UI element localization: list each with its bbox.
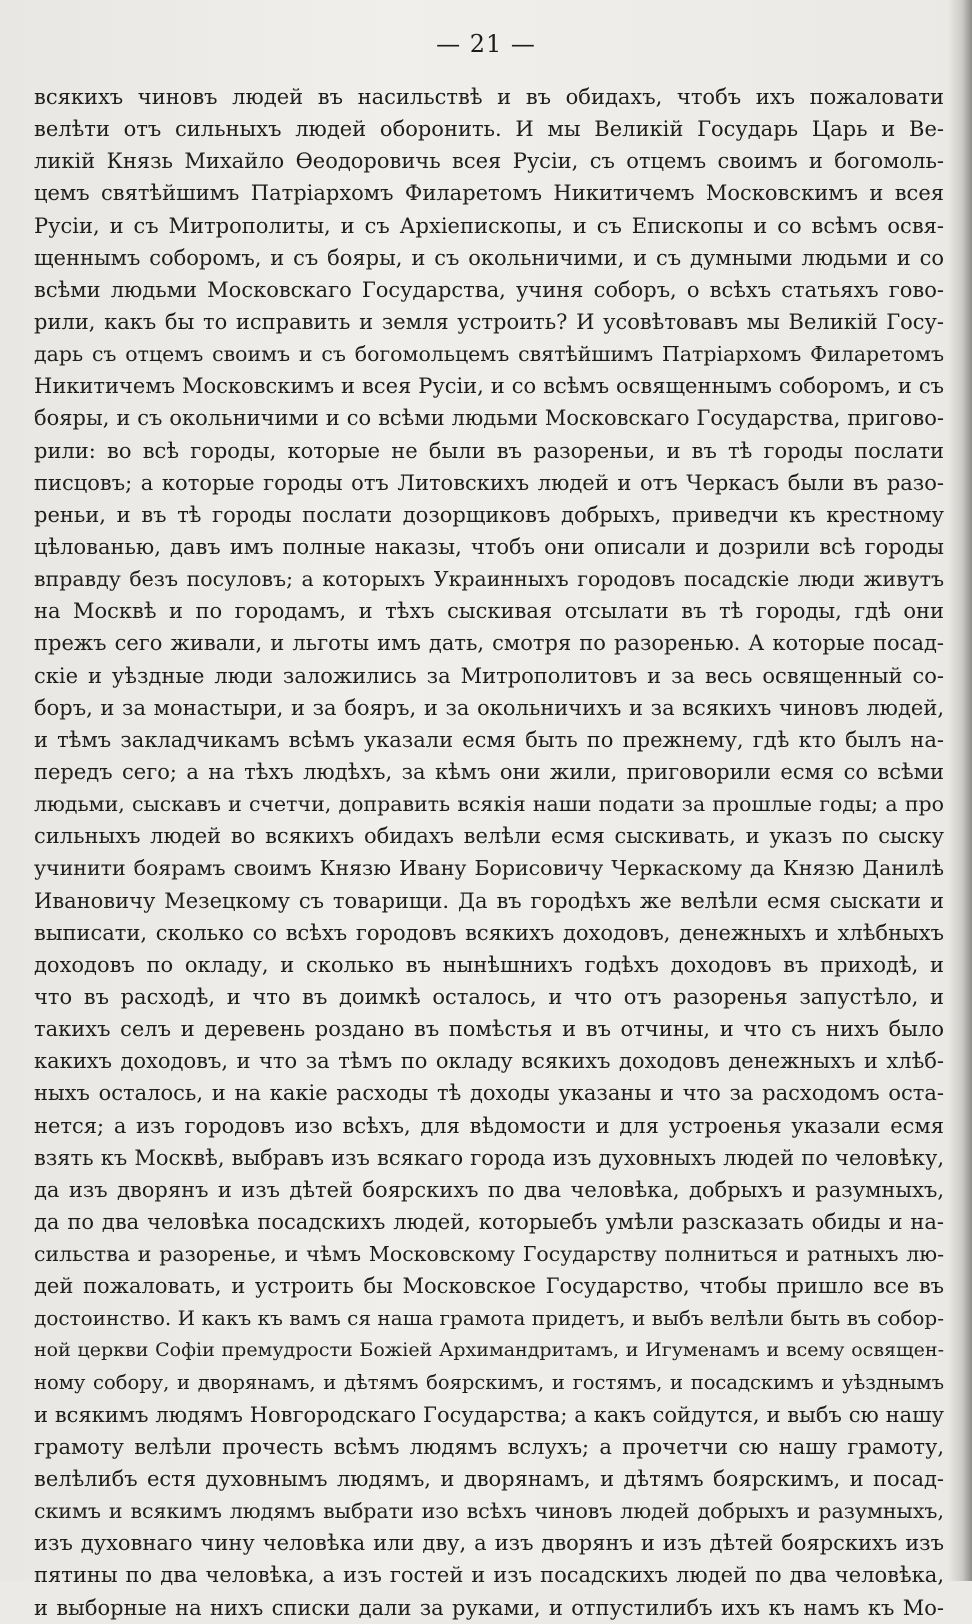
text-line: дей пожаловать, и устроить бы Московское Государство, чтобы пришло все въ	[34, 1274, 944, 1299]
text-line: скимъ и всякимъ людямъ выбрати изо всѣхъ чиновъ людей добрыхъ и разумныхъ,	[34, 1499, 944, 1524]
text-line: прежъ сего живали, и льготы имъ дать, смотря по разоренью. А которые посад-	[34, 631, 944, 656]
text-line: щеннымъ соборомъ, и съ бояры, и съ окольничими, и съ думными людьми и со	[34, 245, 944, 270]
text-line: доходовъ по окладу, и сколько въ нынѣшнихъ годѣхъ доходовъ въ приходѣ, и	[34, 952, 944, 977]
text-line: вправду безъ посуловъ; а которыхъ Украинныхъ городовъ посадскіе люди живутъ	[34, 567, 944, 592]
text-line: рили, какъ бы то исправить и земля устроить? И усовѣтовавъ мы Великій Госу-	[34, 309, 944, 334]
text-line: цѣлованью, давъ имъ полные наказы, чтобъ они описали и дозрили всѣ городы	[34, 534, 944, 559]
text-line: ликій Князь Михайло Ѳеодоровичь всея Русіи, съ отцемъ своимъ и богомоль-	[34, 149, 944, 174]
text-line: велѣти отъ сильныхъ людей оборонить. И мы Великій Государь Царь и Ве-	[34, 117, 944, 142]
text-line: скіе и уѣздные люди заложились за Митрополитовъ и за весь освященный со-	[34, 663, 944, 688]
text-line: учинити боярамъ своимъ Князю Ивану Борисовичу Черкаскому да Князю Данилѣ	[34, 856, 944, 881]
text-line: какихъ доходовъ, и что за тѣмъ по окладу всякихъ доходовъ денежныхъ и хлѣб-	[34, 1049, 944, 1074]
text-line: что въ расходѣ, и что въ доимкѣ осталось, и что отъ разоренья запустѣло, и	[34, 984, 944, 1009]
text-line: достоинство. И какъ къ вамъ ся наша грамота придетъ, и выбъ велѣли быть въ собор-	[34, 1306, 944, 1331]
text-line: передъ сего; а на тѣхъ людѣхъ, за кѣмъ они жили, приговорили есмя со всѣми	[34, 759, 944, 784]
text-line: дарь съ отцемъ своимъ и съ богомольцемъ святѣйшимъ Патріархомъ Филаретомъ	[34, 342, 944, 367]
binding-shadow	[948, 0, 972, 1581]
page-number: — 21 —	[436, 30, 536, 58]
text-line: выписати, сколько со всѣхъ городовъ всякихъ доходовъ, денежныхъ и хлѣбныхъ	[34, 920, 944, 945]
text-line: людьми, сыскавъ и счетчи, доправить всякія наши подати за прошлые годы; а про	[34, 792, 944, 817]
text-line: Русіи, и съ Митрополиты, и съ Архіепископы, и съ Епископы и со всѣмъ освя-	[34, 213, 944, 238]
text-line: пятины по два человѣка, а изъ гостей и изъ посадскихъ людей по два человѣка,	[34, 1563, 944, 1588]
text-line: боръ, и за монастыри, и за бояръ, и за окольничихъ и за всякихъ чиновъ людей,	[34, 695, 944, 720]
text-line: писцовъ; а которые городы отъ Литовскихъ людей и отъ Черкасъ были въ разо-	[34, 470, 944, 495]
text-line: и тѣмъ закладчикамъ всѣмъ указали есмя быть по прежнему, гдѣ кто былъ на-	[34, 727, 944, 752]
text-line: велѣлибъ естя духовнымъ людямъ, и дворянамъ, и дѣтямъ боярскимъ, и посад-	[34, 1467, 944, 1492]
text-line: реньи, и въ тѣ городы послати дозорщиковъ добрыхъ, приведчи къ крестному	[34, 502, 944, 527]
text-line: сильныхъ людей во всякихъ обидахъ велѣли есмя сыскивать, и указъ по сыску	[34, 824, 944, 849]
text-line: грамоту велѣли прочесть всѣмъ людямъ вслухъ; а прочетчи сю нашу грамоту,	[34, 1434, 944, 1459]
text-line: Ивановичу Мезецкому съ товарищи. Да въ городѣхъ же велѣли есмя сыскати и	[34, 888, 944, 913]
text-line: взять къ Москвѣ, выбравъ изъ всякаго города изъ духовныхъ людей по человѣку,	[34, 1145, 944, 1170]
text-line: такихъ селъ и деревень роздано въ помѣстья и въ отчины, и что съ нихъ было	[34, 1017, 944, 1042]
text-line: бояры, и съ окольничими и со всѣми людьми Московскаго Государства, пригово-	[34, 406, 944, 431]
text-line: да по два человѣка посадскихъ людей, которыебъ умѣли разсказать обиды и на-	[34, 1209, 944, 1234]
text-line: всякихъ чиновъ людей въ насильствѣ и въ обидахъ, чтобъ ихъ пожаловати	[34, 85, 944, 109]
body-text	[34, 81, 944, 1624]
text-line: сильства и разоренье, и чѣмъ Московскому Государству полниться и ратныхъ лю-	[34, 1242, 944, 1267]
text-line: Никитичемъ Московскимъ и всея Русіи, и со всѣмъ освященнымъ соборомъ, и съ	[34, 374, 944, 399]
text-line: изъ духовнаго чину человѣка или дву, а изъ дворянъ и изъ дѣтей боярскихъ изъ	[34, 1531, 944, 1556]
text-line: ныхъ осталось, и на какіе расходы тѣ доходы указаны и что за расходомъ оста-	[34, 1081, 944, 1106]
text-line: всѣми людьми Московскаго Государства, учиня соборъ, о всѣхъ статьяхъ гово-	[34, 277, 944, 302]
text-line: цемъ святѣйшимъ Патріархомъ Филаретомъ Никитичемъ Московскимъ и всея	[34, 181, 944, 206]
text-line: рили: во всѣ городы, которые не были въ разореньи, и въ тѣ городы послати	[34, 438, 944, 463]
text-line: нется; а изъ городовъ изо всѣхъ, для вѣдомости и для устроенья указали есмя	[34, 1113, 944, 1138]
text-line: ному собору, и дворянамъ, и дѣтямъ боярскимъ, и гостямъ, и посадскимъ и уѣзднымъ	[34, 1370, 944, 1394]
text-line: и всякимъ людямъ Новгородскаго Государства; а какъ сойдутся, и выбъ сю нашу	[34, 1402, 944, 1427]
text-line: да изъ дворянъ и изъ дѣтей боярскихъ по два человѣка, добрыхъ и разумныхъ,	[34, 1177, 944, 1202]
text-line: на Москвѣ и по городамъ, и тѣхъ сыскивая отсылати въ тѣ городы, гдѣ они	[34, 599, 944, 624]
text-line: и выборные на нихъ списки дали за руками, и отпустилибъ ихъ къ намъ къ Мо-	[34, 1595, 944, 1620]
text-line: ной церкви Софіи премудрости Божіей Архимандритамъ, и Игуменамъ и всему освящен-	[34, 1339, 944, 1362]
